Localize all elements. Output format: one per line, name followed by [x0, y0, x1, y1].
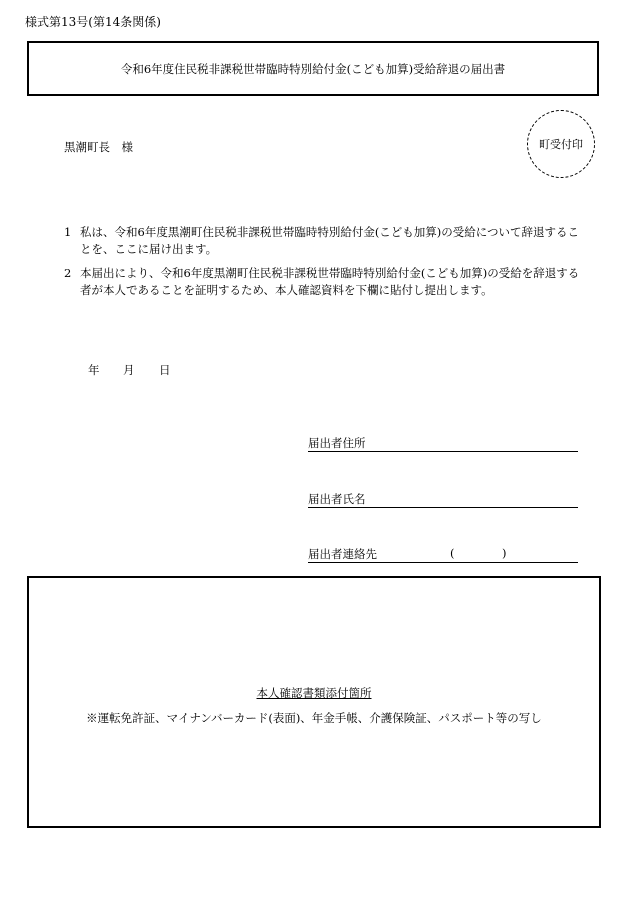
contact-label: 届出者連絡先	[308, 547, 377, 561]
stamp-label: 町受付印	[539, 138, 583, 151]
address-field[interactable]	[308, 435, 578, 452]
item-text: 本届出により、令和6年度黒潮町住民税非課税世帯臨時特別給付金(こども加算)の受給を辞退する者が本人であることを証明するため、本人確認資料を下欄に貼付し提出します。	[80, 266, 580, 297]
date-month-label: 月	[123, 363, 135, 377]
id-section-note: ※運転免許証、マイナンバーカード(表面)、年金手帳、介護保険証、パスポート等の写し	[86, 711, 542, 725]
contact-field[interactable]	[308, 546, 578, 563]
paren-open: (	[450, 546, 455, 560]
title-box	[27, 41, 599, 96]
name-field[interactable]	[308, 491, 578, 508]
statement-item-2	[0, 265, 630, 305]
date-day-label: 日	[159, 363, 171, 377]
paren-close: )	[502, 546, 507, 560]
statement-item-1	[0, 224, 630, 264]
date-year-label: 年	[88, 363, 100, 377]
name-label: 届出者氏名	[308, 492, 366, 506]
document-title: 令和6年度住民税非課税世帯臨時特別給付金(こども加算)受給辞退の届出書	[120, 61, 506, 76]
id-section-title-wrap	[29, 682, 599, 701]
address-label: 届出者住所	[308, 436, 366, 450]
receipt-stamp-circle	[527, 110, 595, 178]
item-number: 1	[64, 225, 72, 239]
id-document-attachment-area	[27, 576, 601, 828]
item-number: 2	[64, 266, 72, 280]
addressee: 黒潮町長 様	[64, 140, 133, 154]
item-text: 私は、令和6年度黒潮町住民税非課税世帯臨時特別給付金(こども加算)の受給について辞退することを、ここに届け出ます。	[80, 225, 580, 256]
id-section-title: 本人確認書類添付箇所	[256, 686, 372, 700]
form-number: 様式第13号(第14条関係)	[25, 15, 161, 29]
